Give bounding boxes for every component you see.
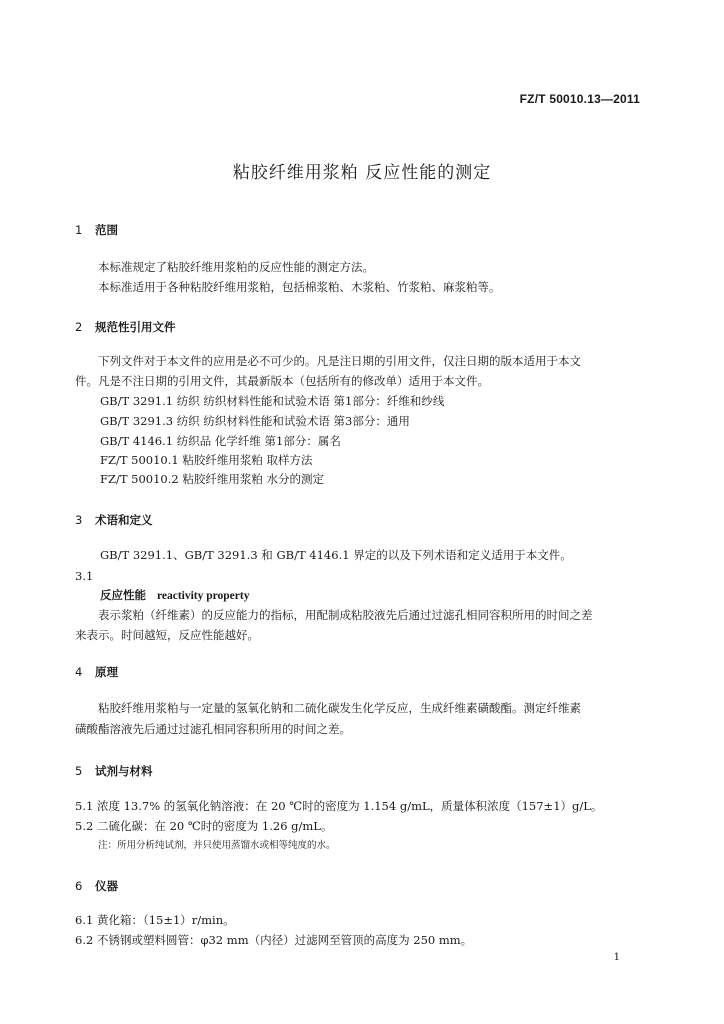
term-chinese: 反应性能 — [100, 588, 146, 602]
section-title: 术语和定义 — [95, 513, 153, 527]
section-1-heading — [75, 222, 118, 238]
section-number: 4 — [75, 665, 83, 679]
section-title: 原理 — [95, 665, 118, 679]
standard-code: FZ/T 50010.13—2011 — [519, 92, 640, 106]
page-number: 1 — [613, 952, 620, 963]
list-item: 6.1 黄化箱：（15±1）r/min。 — [75, 913, 235, 927]
section-number: 3 — [75, 513, 83, 527]
reference-item: FZ/T 50010.1 粘胶纤维用浆粕 取样方法 — [100, 453, 313, 467]
section-number: 1 — [75, 223, 83, 237]
paragraph: 本标准规定了粘胶纤维用浆粕的反应性能的测定方法。 — [98, 260, 374, 274]
section-title: 规范性引用文件 — [95, 320, 176, 334]
paragraph: 本标准适用于各种粘胶纤维用浆粕，包括棉浆粕、木浆粕、竹浆粕、麻浆粕等。 — [98, 280, 501, 294]
section-2-heading — [75, 319, 176, 335]
paragraph: 下列文件对于本文件的应用是必不可少的。凡是注日期的引用文件，仅注日期的版本适用于本文 — [98, 354, 581, 368]
term-english: reactivity property — [156, 590, 250, 602]
paragraph: 粘胶纤维用浆粕与一定量的氢氧化钠和二硫化碳发生化学反应，生成纤维素磺酸酯。测定纤维素 — [98, 701, 581, 715]
section-number: 6 — [75, 879, 83, 893]
document-title: 粘胶纤维用浆粕 反应性能的测定 — [232, 163, 492, 183]
section-5-heading — [75, 763, 153, 779]
list-item: 6.2 不锈钢或塑料圆管：φ32 mm（内径）过滤网至管顶的高度为 250 mm。 — [75, 933, 473, 947]
paragraph: 表示浆粕（纤维素）的反应能力的指标，用配制成粘胶液先后通过过滤孔相同容积所用的时间之差 — [98, 608, 593, 622]
reference-item: GB/T 4146.1 纺织品 化学纤维 第1部分：属名 — [100, 434, 341, 448]
term-line — [100, 588, 249, 603]
list-item: 5.2 二硫化碳：在 20 ℃时的密度为 1.26 g/mL。 — [75, 819, 333, 833]
section-title: 试剂与材料 — [95, 764, 153, 778]
section-3-heading — [75, 512, 153, 528]
reference-item: FZ/T 50010.2 粘胶纤维用浆粕 水分的测定 — [100, 472, 325, 486]
section-number: 5 — [75, 764, 83, 778]
paragraph: GB/T 3291.1、GB/T 3291.3 和 GB/T 4146.1 界定的以及下列术语和定义适用于本文件。 — [100, 548, 572, 562]
list-item: 5.1 浓度 13.7% 的氢氧化钠溶液：在 20 ℃时的密度为 1.154 g/mL，质量体积浓度（157±1）g/L。 — [75, 799, 603, 813]
clause-number: 3.1 — [75, 569, 94, 583]
paragraph: 件。凡是不注日期的引用文件，其最新版本（包括所有的修改单）适用于本文件。 — [75, 374, 489, 388]
paragraph: 来表示。时间越短，反应性能越好。 — [75, 628, 259, 642]
section-number: 2 — [75, 320, 83, 334]
section-4-heading — [75, 664, 118, 680]
paragraph: 磺酸酯溶液先后通过过滤孔相同容积所用的时间之差。 — [75, 722, 351, 736]
section-6-heading — [75, 878, 118, 894]
reference-item: GB/T 3291.3 纺织 纺织材料性能和试验术语 第3部分：通用 — [100, 414, 410, 428]
section-title: 仪器 — [95, 879, 118, 893]
note: 注：所用分析纯试剂，并只使用蒸馏水或相等纯度的水。 — [98, 840, 336, 851]
reference-item: GB/T 3291.1 纺织 纺织材料性能和试验术语 第1部分：纤维和纱线 — [100, 394, 445, 408]
section-title: 范围 — [95, 223, 118, 237]
